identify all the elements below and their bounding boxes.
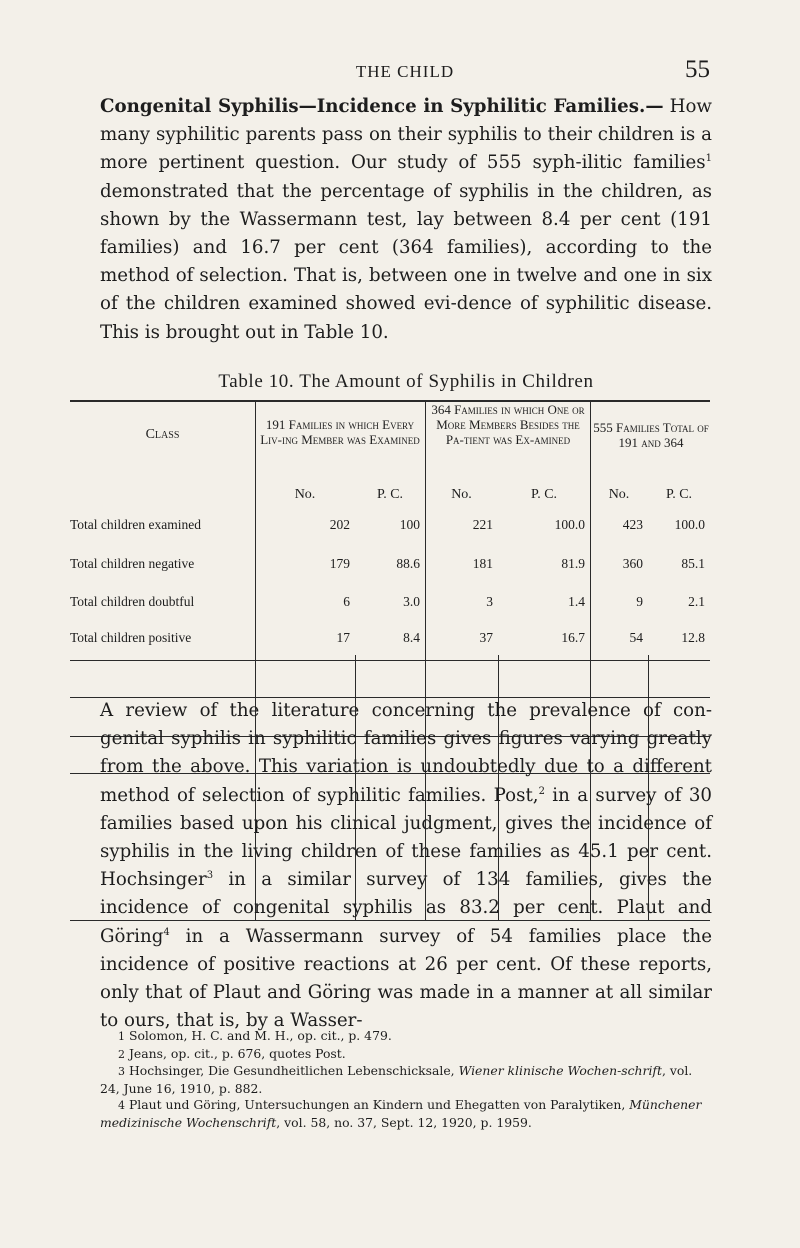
table-cell: 3 [486,594,493,609]
footnote-number: 2 [118,1047,125,1061]
footnote-ref: 4 [163,926,170,938]
table-cell: 16.7 [561,630,585,645]
table-cell: 12.8 [681,630,705,645]
paragraph-text: demonstrated that the percentage of syphilis in the children, as shown by the Wassermann test, lay between 8.4 per cent (191 families) and 16.7 per cent (364 families), according to the method of selection. That is, between one in twelve and one in six of the children examined showed evi-dence of syphilitic disease. This is brought out in Table 10. [100,180,712,343]
footnotes [100,1028,715,1131]
footnote [100,1063,715,1097]
section-heading: Congenital Syphilis—Incidence in Syphilitic Families.— [100,96,664,117]
paragraph-incidence [100,93,712,347]
table-cell: 202 [329,517,350,532]
table-cell: 81.9 [561,556,585,571]
table-cell: 100.0 [674,517,705,532]
subheader-no: No. [451,487,472,502]
paragraph-text: A review of the literature concerning the prevalence of con-genital syphilis in syphilitic families gives figures varying greatly from the above. This variation is undoubtedly due to a different method of selection of syphilitic families. Post, [100,700,712,806]
table-rows [70,400,710,730]
paragraph-text: in a Wassermann survey of 54 families place the incidence of positive reactions at 26 per cent. Of these reports, only that of Plaut and Göring was made in a manner at all similar to ours, that is, by a Wasser- [100,925,712,1032]
table-cell: 37 [479,630,493,645]
paragraph-text: in a survey of 30 families based upon his clinical judgment, gives the incidence of syphilis in the living children of these families as 45.1 per cent. Hochsinger [100,784,712,891]
paragraph-text: How many syphilitic parents pass on their syphilis to their children is a more pertinent question. Our study of 555 syph-ilitic families [100,96,712,174]
page-number: 55 [685,56,710,83]
table-cell: 423 [622,517,643,532]
table-cell: 100.0 [554,517,585,532]
header-group-555: 555 Families Total of 191 and 364 [593,420,709,450]
table-cell: 6 [343,594,350,609]
table-cell: 100 [399,517,420,532]
footnote-number: 4 [118,1099,125,1112]
table-cell: 8.4 [403,630,420,645]
table-cell: 3.0 [403,594,420,609]
footnote-number: 3 [118,1065,125,1078]
footnote-ref: 1 [705,153,712,165]
footnote-ref: 3 [206,870,214,882]
table-title: Table 10. The Amount of Syphilis in Children [218,371,594,392]
footnote [100,1097,715,1131]
table-cell: 221 [472,517,493,532]
footnote-text: Solomon, H. C. and M. H., op. cit., p. 479. [128,1028,392,1043]
table-cell: 179 [329,556,350,571]
row-label: Total children doubtful [70,594,195,609]
footnote [100,1028,715,1046]
table-cell: 360 [622,556,643,571]
header-class: Class [145,427,180,442]
header-group-191: 191 Families in which Every Liv-ing Member was Examined [260,417,420,447]
row-label: Total children examined [70,517,202,532]
table-cell: 1.4 [568,594,585,609]
paragraph-literature [100,697,712,1035]
footnote-text: Jeans, op. cit., p. 676, quotes Post. [128,1045,346,1061]
table-cell: 88.6 [396,556,420,571]
journal-title: Wiener klinische Wochen-schrift [458,1063,662,1078]
table-cell: 54 [629,630,643,645]
footnote-text: Hochsinger, Die Gesundheitlichen Lebenschicksale, [128,1063,459,1078]
subheader-pc: P. C. [376,487,404,502]
table-cell: 17 [336,630,350,645]
subheader-no: No. [608,487,630,502]
subheader-no: No. [294,487,316,502]
header-group-364: 364 Families in which One or More Members Besides the Pa-tient was Ex-amined [431,402,585,447]
table-cell: 85.1 [681,556,705,571]
row-label: Total children negative [70,556,195,571]
table-cell: 9 [636,594,643,609]
running-head-title: THE CHILD [355,62,455,81]
footnote [100,1046,715,1064]
table-cell: 181 [472,556,493,571]
table-cell: 2.1 [688,594,705,609]
footnote-text: , vol. 24, June 16, 1910, p. 882. [100,1063,693,1096]
journal-title: Münchener medizinische Wochenschrift [100,1097,702,1130]
running-head [100,56,710,90]
footnote-ref: 2 [538,785,545,797]
subheader-pc: P. C. [530,487,558,502]
footnote-number: 1 [118,1030,125,1043]
row-label: Total children positive [70,630,192,645]
footnote-text: , vol. 58, no. 37, Sept. 12, 1920, p. 1959. [276,1114,532,1130]
paragraph-text: in a similar survey of 134 families, gives the incidence of congenital syphilis as 83.2 per cent. Plaut and Göring [100,869,712,947]
subheader-pc: P. C. [665,487,693,502]
footnote-text: Plaut und Göring, Untersuchungen an Kindern und Ehegatten von Paralytiken, [128,1097,630,1112]
